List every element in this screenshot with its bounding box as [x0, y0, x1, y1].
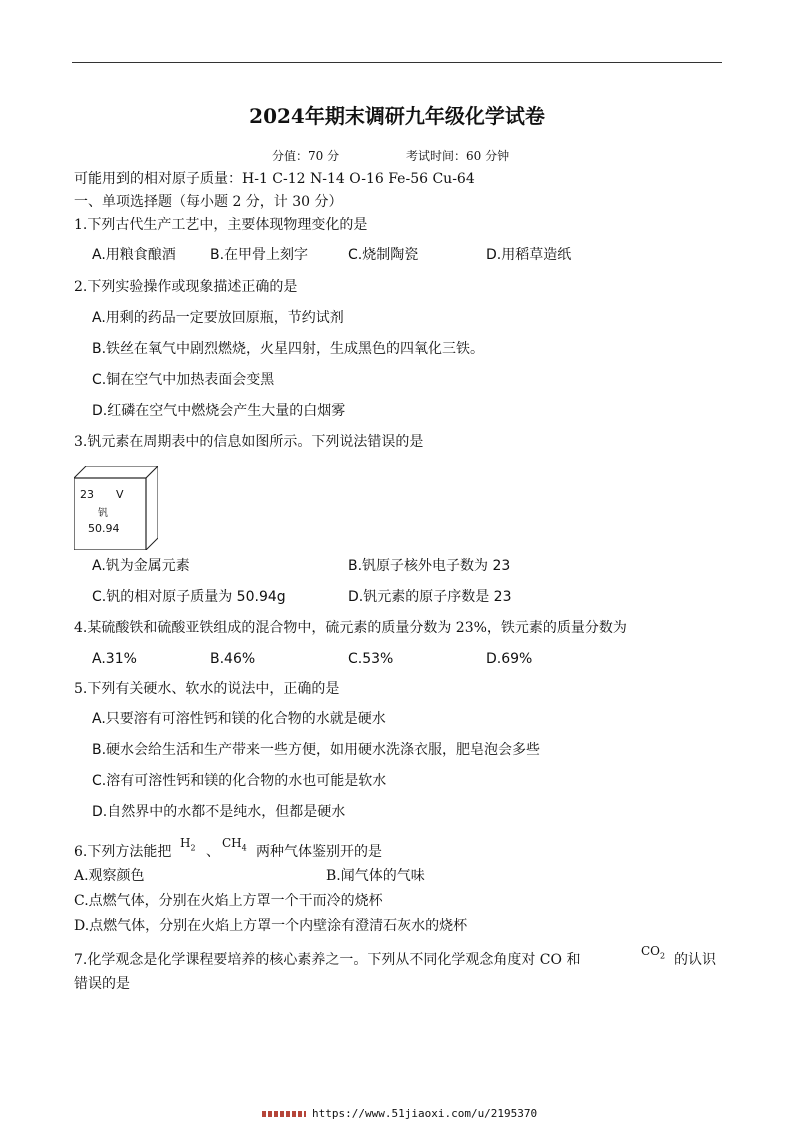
q4-option-d: D.69% — [486, 651, 533, 667]
question-1-stem: 1.下列古代生产工艺中，主要体现物理变化的是 — [74, 217, 368, 233]
question-7-stem-line2: 错误的是 — [74, 976, 130, 992]
formula-co2: $CO_2$ — [641, 944, 666, 961]
formula-h2: $H_2$ — [180, 836, 196, 853]
element-name: 钒 — [98, 508, 108, 519]
element-cell-figure — [74, 466, 158, 550]
q4-option-c: C.53% — [348, 651, 394, 667]
time-info: 考试时间：60 分钟 — [406, 149, 510, 163]
watermark-logo-icon — [262, 1111, 306, 1117]
formula-ch4: $CH_4$ — [222, 836, 247, 853]
q5-option-a: A.只要溶有可溶性钙和镁的化合物的水就是硬水 — [92, 711, 386, 727]
footer-url[interactable]: https://www.51jiaoxi.com/u/2195370 — [312, 1107, 538, 1120]
page-title: 2024年期末调研九年级化学试卷 — [249, 104, 545, 128]
q4-option-a: A.31% — [92, 651, 137, 667]
q5-option-c: C.溶有可溶性钙和镁的化合物的水也可能是软水 — [92, 773, 387, 789]
q3-option-c: C.钒的相对原子质量为 50.94g — [92, 589, 286, 605]
atomic-masses: 可能用到的相对原子质量：H-1 C-12 N-14 O-16 Fe-56 Cu-64 — [74, 171, 475, 187]
q1-option-a: A.用粮食酿酒 — [92, 247, 176, 263]
q3-option-d: D.钒元素的原子序数是 23 — [348, 589, 512, 605]
q4-option-b: B.46% — [210, 651, 256, 667]
top-rule — [72, 62, 722, 63]
q1-option-b: B.在甲骨上刻字 — [210, 247, 309, 263]
q2-option-d: D.红磷在空气中燃烧会产生大量的白烟雾 — [92, 403, 346, 419]
q6-option-a: A.观察颜色 — [74, 868, 145, 884]
q6-option-d: D.点燃气体，分别在火焰上方罩一个内壁涂有澄清石灰水的烧杯 — [74, 918, 468, 934]
q3-option-b: B.钒原子核外电子数为 23 — [348, 558, 511, 574]
element-atomic-number: 23 — [80, 488, 94, 501]
question-7-stem-prefix: 7.化学观念是化学课程要培养的核心素养之一。下列从不同化学观念角度对 CO 和 — [74, 952, 581, 968]
q6-option-b: B.闻气体的气味 — [326, 868, 425, 884]
question-6-separator: 、 — [206, 844, 220, 860]
question-2-stem: 2.下列实验操作或现象描述正确的是 — [74, 279, 298, 295]
element-cube-outline — [74, 466, 158, 550]
q1-option-c: C.烧制陶瓷 — [348, 247, 419, 263]
element-symbol: V — [116, 488, 124, 501]
q5-option-b: B.硬水会给生活和生产带来一些方便，如用硬水洗涤衣服，肥皂泡会多些 — [92, 742, 541, 758]
question-4-stem: 4.某硫酸铁和硫酸亚铁组成的混合物中，硫元素的质量分数为 23%，铁元素的质量分数为 — [74, 620, 627, 636]
q6-option-c: C.点燃气体，分别在火焰上方罩一个干而冷的烧杯 — [74, 893, 383, 909]
question-7-stem-suffix: 的认识 — [674, 952, 716, 968]
footer — [262, 1107, 537, 1121]
score-info: 分值：70 分 — [272, 149, 340, 163]
question-5-stem: 5.下列有关硬水、软水的说法中，正确的是 — [74, 681, 340, 697]
element-atomic-mass: 50.94 — [88, 522, 120, 535]
q2-option-a: A.用剩的药品一定要放回原瓶，节约试剂 — [92, 310, 344, 326]
question-6-stem-prefix: 6.下列方法能把 — [74, 844, 172, 860]
q5-option-d: D.自然界中的水都不是纯水，但都是硬水 — [92, 804, 346, 820]
question-3-stem: 3.钒元素在周期表中的信息如图所示。下列说法错误的是 — [74, 434, 424, 450]
section-heading: 一、单项选择题（每小题 2 分，计 30 分） — [74, 194, 343, 210]
q2-option-c: C.铜在空气中加热表面会变黑 — [92, 372, 275, 388]
question-6-stem-suffix: 两种气体鉴别开的是 — [256, 844, 382, 860]
q1-option-d: D.用稻草造纸 — [486, 247, 572, 263]
q3-option-a: A.钒为金属元素 — [92, 558, 190, 574]
q2-option-b: B.铁丝在氧气中剧烈燃烧，火星四射，生成黑色的四氧化三铁。 — [92, 341, 485, 357]
